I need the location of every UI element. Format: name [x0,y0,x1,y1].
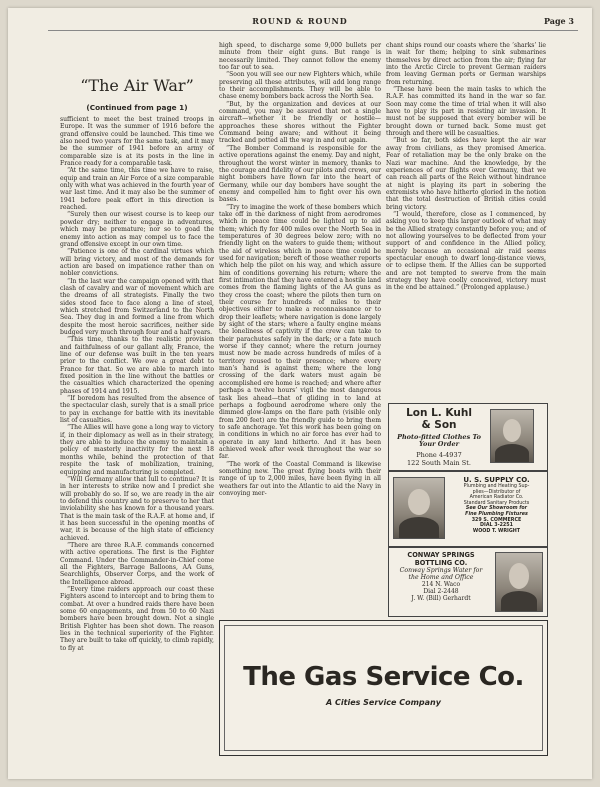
paragraph: “This time, thanks to the realistic provision and faithfulness of our gallant ally, France, the line of our defense was built in the ten years prior to the conflict. We owe a great debt to France for that. So we are able to march into fixed position in the line without the battles or the casualties which characterized the opening phases of 1914 and 1915. [60,336,214,395]
article-headline: “The Air War” [80,76,194,95]
paragraph: “But so far, both sides have kept the air war away from civilians, as they promised America. Fear of retaliation may be the only brake on the Nazi war machine. And the knowledge, by the experiences of our flights over Germany, that we can reach all parts of the Reich without hindrance at night is playing its part in sobering the extremists who have hitherto gloried in the notion that the total destruction of British cities could bring victory. [386,137,546,211]
publication-title: ROUND & ROUND [252,16,348,26]
paragraph: “Patience is one of the cardinal virtues which will bring victory, and most of the demands for action are based on impatience rather than on nobler convictions. [60,248,214,278]
us-supply-line: American Radiator Co. [469,495,524,501]
paragraph: “These have been the main tasks to which the R.A.F. has committed its hand in the war so far. Soon may come the time of trial when it will also have to play its part in resisting air invasion. It must not be supposed that every bomber will be brought down or turned back. Some must get through and there will be casualties. [386,86,546,138]
us-supply-showroom: Fine Plumbing Fixtures [465,511,528,517]
gas-service-subtitle: A Cities Service Company [326,698,441,707]
gas-service-name: The Gas Service Co. [243,662,524,692]
us-supply-street: 329 S. COMMERCE [471,517,522,523]
article-column-1 [60,116,214,652]
us-supply-line: Standard Sanitary Products [463,500,530,506]
conway-name: BOTTLING CO. [414,558,468,567]
paragraph: “Try to imagine the work of these bombers which take off in the darkness of night from aerodromes which in peace time could be lighted up to aid them; which fly for 400 miles over the North Sea in temperatures of 30 degrees below zero; with no friendly light on the waters to guide them; without the aid of wireless which in peace time could be used for navigation; bereft of those weather reports which help the pilot on his way, and which assure him of conditions governing his return; where the first intimation that they have entered a hostile land comes from the flaming lights of the AA guns as they cross the coast; where the pilots then turn on their course for hundreds of miles to their objectives either to make a reconnaissance or to drop their leaflets; where navigation is done largely by sight of the stars; where a faulty engine means the loneliness of captivity if the crew can take to their parachutes safely in the dark; or a fate much worse if they cannot; where the return journey must now be made across hundreds of miles of a territory roused to their presence; where every man’s hand is against them; where the long crossing of the dark waters must again be accomplished ere home is reached; and where after perhaps a twelve hours’ vigil the most dangerous task lies ahead—that of gliding in to land at perhaps a fogbound aerodrome where only the dimmed glow-lamps on the flare path (visible only from 200 feet) are the friendly guide to bring them to safe anchorage. Yet this work has been going on in conditions in which no air force has ever had to operate in any land hitherto. And it has been achieved week after week throughout the war so far. [219,203,381,461]
paragraph: “The Bomber Command is responsible for the active operations against the enemy. Day and night, throughout the worst winter in memory, thanks to the courage and fidelity of our pilots and crews, our night bombers have flown far into the heart of Germany, while our day bombers have sought the enemy and compelled him to fight over his own bases. [219,144,381,204]
paragraph: chant ships round our coasts where the ‘sharks’ lie in wait for them; helping to sink submarines themselves by direct action from the air; flying far into the Arctic Circle to prevent German raiders from leaving German ports or German warships from returning. [386,42,546,86]
conway-slogan: the Home and Office [408,574,474,582]
conway-dial: Dial 2-2448 [423,588,459,596]
conway-name: CONWAY SPRINGS [407,551,475,559]
kuhl-name: Lon L. Kuhl [406,407,472,419]
newsletter-page [8,8,592,779]
paragraph: “But, by the organization and devices at our command, you may be assured that not a single aircraft—whether it be friendly or hostile—approaches these shores without the Fighter Command being aware; and without it being tracked and potted all the way in and out again. [219,100,381,145]
conway-street: 214 N. Waco [421,581,461,589]
page-header [8,16,592,28]
kuhl-address: 122 South Main St. [407,459,471,467]
continued-note: (Continued from page 1) [86,103,188,112]
paragraph: “At the same time, this time we have to raise, equip and train an Air Force of a size comparable only with what was achieved in the fourth year of war last time. And it may also be the summer of 1941 before peak effort in this direction is reached. [60,167,214,212]
us-supply-showroom: See Our Showroom for [465,506,528,512]
kuhl-tagline: Photo-fitted Clothes To Your Order [397,433,481,448]
us-supply-line: plies—Distributor of [472,489,521,495]
header-rule [48,30,578,31]
page-number: Page 3 [543,16,574,26]
paragraph: “Will Germany allow that lull to continue? It is in her interests to strike now and I predict she will probably do so. If so, we are ready in the air to defend this country and to preserve to her that inviolability she has known for a thousand years. That is the main task of the R.A.F. at home and, if it has been successful in the opening months of war, it is because of the high state of efficiency achieved. [60,475,214,542]
us-supply-line: Plumbing and Heating Sup- [463,484,530,489]
conway-portrait-photo [495,552,543,612]
paragraph: “The Allies will have gone a long way to victory if, in their diplomacy as well as in their strategy, they are able to induce the enemy to maintain a policy of masterly inactivity for the next 18 months while, behind the protection of that respite the task of mobilization, training, equipping and manufacturing is completed. [60,424,214,476]
paragraph: “Every time raiders approach our coast these Fighters ascend to intercept and to bring them to combat. At over a hundred raids there have been some 60 engagements, and from 50 to 60 Nazi bombers have been brought down. Not a single British Fighter has been shot down. The reason lies in the technical superiority of the Fighter. They are built to take off quickly, to climb rapidly, to fly at [60,586,214,652]
us-supply-advertisement [388,471,548,547]
conway-contact: J. W. (Bill) Gerhardt [411,595,471,603]
paragraph: “If boredom has resulted from the absence of the spectacular clash, surely that is a small price to pay in exchange for battle with its inevitable list of casualties. [60,395,214,425]
gas-service-advertisement [219,620,548,756]
paragraph: “There are three R.A.F. commands concerned with active operations. The first is the Fighter Command. Under the Commander-in-Chief come all the Fighters, Barrage Balloons, AA Guns, Searchlights, Observer Corps, and the work of the Intelligence abroad. [60,541,214,586]
us-supply-contact: WOOD T. WRIGHT [472,528,521,534]
paragraph: high speed, to discharge some 9,000 bullets per minute from their eight guns. But range is necessarily limited. They cannot follow the enemy too far out to sea. [219,42,381,72]
us-supply-portrait-photo [393,477,445,539]
paragraph: “I would, therefore, close as I commenced, by asking you to keep this larger outlook of what may be the Allied strategy constantly before you; and of not allowing yourselves to be deflected from your support of and confidence in the Allied policy, merely because an occasional air raid seems spectacular enough to dwarf long-distance views, or to eclipse them. If the Allies can be supported and are not tempted to swerve from the main strategy they have coolly conceived, victory must in the end be attained.” (Prolonged applause.) [386,210,546,292]
paragraph: “Soon you will see our new Fighters which, while preserving all these attributes, will add long range to their accomplishments. They will be able to chase enemy bombers back across the North Sea. [219,71,381,101]
paragraph: “The work of the Coastal Command is likewise something new. The great flying boats with their range of up to 2,000 miles, have been flying in all weathers far out into the Atlantic to aid the Navy in convoying mer- [219,460,381,497]
paragraph: sufficient to meet the best trained troops in Europe. It was the summer of 1916 before the grand offensive could be launched. This time we also need two years for the same task, and it may be the summer of 1941 before an army of comparable size is at its posts in the line in France ready for a comparable task. [60,116,214,168]
kuhl-advertisement [388,403,548,471]
kuhl-phone: Phone 4-4937 [416,451,462,459]
us-supply-dial: DIAL 3-2251 [480,523,513,529]
article-column-3 [386,42,546,292]
kuhl-portrait-photo [490,409,534,463]
kuhl-son: & Son [421,419,457,431]
article-column-2 [219,42,381,497]
conway-springs-advertisement [388,547,548,617]
us-supply-name: U. S. SUPPLY CO. [463,476,530,484]
paragraph: “In the last war the campaign opened with that clash of cavalry and war of movement which are the dreams of all strategists. Finally the two sides stood face to face along a line of steel, which stretched from Switzerland to the North Sea. They dug in and formed a line from which despite the most heroic sacrifices, neither side budged very much through four and a half years. [60,277,214,336]
paragraph: “Surely then our wisest course is to keep our powder dry; neither to engage in adventures, which may be premature; nor so to goad the enemy into action as may compel us to face the grand offensive except in our own time. [60,211,214,248]
conway-slogan: Conway Springs Water for [399,567,483,575]
